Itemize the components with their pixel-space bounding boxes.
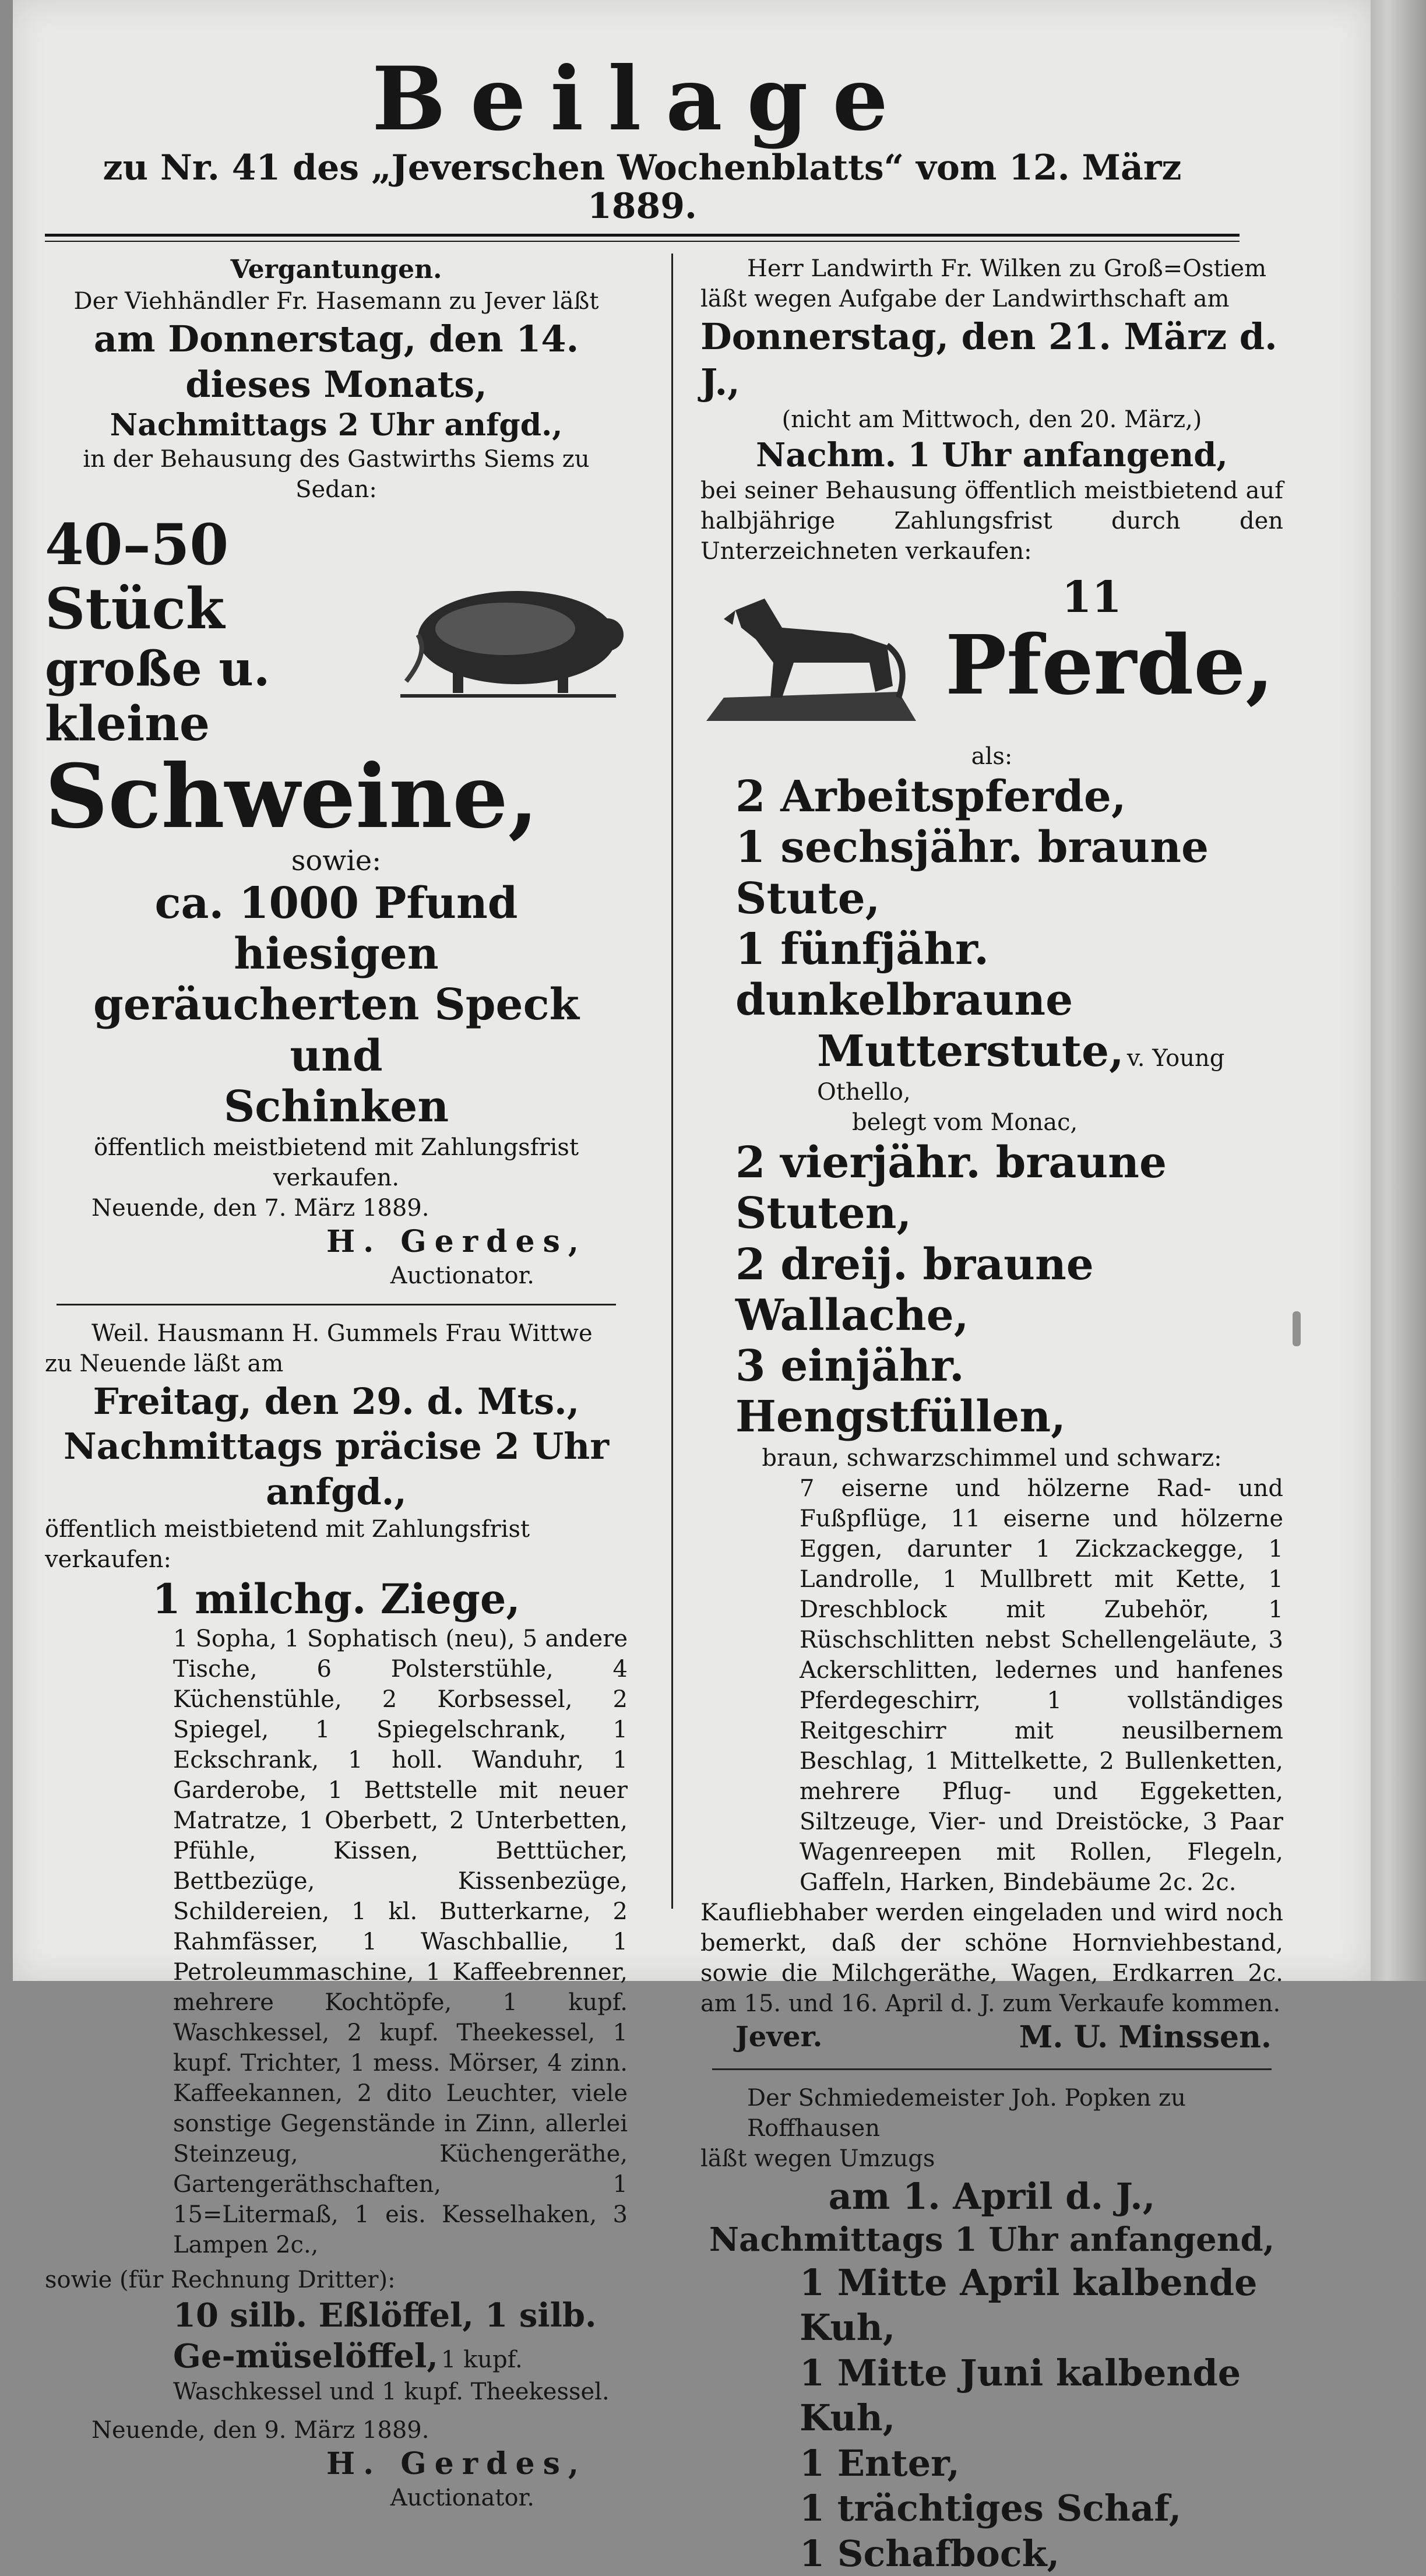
ad-intro-1: Weil. Hausmann H. Gummels Frau Wittwe: [91, 1319, 593, 1347]
pig-size: große u. kleine: [45, 641, 270, 752]
horse-item-7: 3 einjähr. Hengstfüllen,: [735, 1341, 1066, 1442]
signature: M. U. Minssen.: [1019, 2019, 1272, 2055]
horse-item-4-note-2: belegt vom Monac,: [852, 1108, 1078, 1136]
ad-date-note: (nicht am Mittwoch, den 20. März,): [781, 406, 1202, 433]
sale-terms: bei seiner Behausung öffentlich meistbietend auf halbjährige Zahlungsfrist durch den Unterzeichneten verkaufen:: [700, 477, 1283, 565]
speck-line2: geräucherten Speck und: [93, 980, 579, 1081]
third-party-label: sowie (für Rechnung Dritter):: [45, 2267, 396, 2294]
horse-row: [700, 566, 1283, 741]
dateline: Neuende, den 7. März 1889.: [91, 1195, 429, 1222]
page-edge: [1371, 0, 1426, 1981]
ad-intro-1: Herr Landwirth Fr. Wilken zu Groß=Ostiem: [747, 255, 1267, 282]
right-column: [700, 254, 1283, 2576]
closing-note: Kaufliebhaber werden eingeladen und wird noch bemerkt, daß der schöne Hornviehbestand, sowie die Milchgeräthe, Wagen, Erdkarren 2c. am 15. und 16. April d. J. zum Verkaufe kommen.: [700, 1899, 1283, 2017]
ad-gummels: [45, 1318, 628, 2513]
ad-popken: [700, 2083, 1283, 2576]
pig-row: [45, 513, 628, 751]
speck-line3: Schinken: [223, 1081, 449, 1132]
ink-mark: [1293, 1311, 1301, 1346]
horse-illustration-icon: [700, 575, 922, 733]
speck-line1: ca. 1000 Pfund hiesigen: [154, 878, 518, 979]
spoons-headline: 10 silb. Eßlöffel, 1 silb. Ge-müselöffel,: [173, 2296, 597, 2376]
horse-title: Pferde,: [945, 618, 1274, 713]
sale-terms: öffentlich meistbietend mit Zahlungsfrist verkaufen.: [93, 1134, 579, 1192]
ad-intro-2: zu Neuende läßt am: [45, 1350, 284, 1377]
ad-separator: [712, 2068, 1272, 2070]
header-rule: [45, 234, 1240, 242]
ad-time: Nachmittags 1 Uhr anfangend,: [709, 2220, 1275, 2259]
als-label: als:: [971, 743, 1013, 770]
place: Jever.: [735, 2021, 823, 2054]
household-list: 1 Sopha, 1 Sophatisch (neu), 5 andere Tische, 6 Polsterstühle, 4 Küchenstühle, 2 Korbsessel, 2 Spiegel, 1 Spiegelschrank, 1 Eckschrank, 1 holl. Wanduhr, 1 Garderobe, 1 Bettstelle mit neuer Matratze, 1 Oberbett, 2 Unterbetten, Pfühle, Kissen, Betttücher, Bettbezüge, Kissenbezüge, Schildereien, 1 kl. Butterkarne, 2 Rahmfässer, 1 Waschballie, 1 Petroleummaschine, 1 Kaffeebrenner, mehrere Kochtöpfe, 1 kupf. Waschkessel, 2 kupf. Theekessel, 1 kupf. Trichter, 1 mess. Mörser, 4 zinn. Kaffeekannen, 2 dito Leuchter, viele sonstige Gegenstände in Zinn, allerlei Steinzeug, Küchengeräthe, Gartengeräthschaften, 1 15=Litermaß, 1 eis. Kesselhaken, 3 Lampen 2c.,: [173, 1625, 628, 2259]
cattle-item-1: 1 Mitte April kalbende Kuh,: [800, 2261, 1258, 2349]
ad-date: Donnerstag, den 21. März d. J.,: [700, 315, 1277, 403]
ad-intro-2: läßt wegen Umzugs: [700, 2145, 935, 2173]
spoons-block: [45, 2295, 628, 2407]
horse-colors: braun, schwarzschimmel und schwarz:: [762, 1444, 1222, 1472]
signature: H. Gerdes,: [326, 2446, 587, 2482]
horse-count: 11: [1062, 572, 1122, 622]
ad-time: Nachmittags präcise 2 Uhr anfgd.,: [63, 1425, 610, 1513]
page-subtitle: zu Nr. 41 des „Jeverschen Wochenblatts“ vom 12. März 1889.: [103, 147, 1182, 227]
newspaper-page: [13, 0, 1371, 2575]
signature: H. Gerdes,: [326, 1224, 587, 1260]
cattle-item-3: 1 Enter,: [800, 2441, 960, 2484]
ad-time: Nachmittags 2 Uhr anfgd.,: [110, 407, 563, 444]
ad-heading: Vergantungen.: [230, 255, 442, 284]
page-title: Beilage: [372, 48, 913, 150]
ad-date: am 1. April d. J.,: [828, 2175, 1156, 2218]
ad-separator: [57, 1304, 616, 1305]
sale-terms: öffentlich meistbietend mit Zahlungsfrist verkaufen:: [45, 1516, 530, 1574]
horse-item-3: 1 fünfjähr. dunkelbraune: [735, 924, 1073, 1026]
signature-role: Auctionator.: [390, 1262, 534, 1289]
cattle-item-2: 1 Mitte Juni kalbende Kuh,: [800, 2351, 1241, 2440]
horse-item-4-note: v. Young Othello,: [817, 1044, 1225, 1106]
horse-item-6: 2 dreij. braune Wallache,: [735, 1239, 1094, 1340]
column-divider: [671, 254, 673, 1909]
page-content: [45, 48, 1283, 2575]
spoons-tail: 1 kupf. Waschkessel und 1 kupf. Theekessel.: [173, 2346, 610, 2406]
horse-item-2: 1 sechsjähr. braune Stute,: [735, 822, 1209, 924]
ad-date: am Donnerstag, den 14. dieses Monats,: [93, 318, 579, 406]
columns: [45, 254, 1283, 2575]
horse-item-1: 2 Arbeitspferde,: [735, 772, 1126, 822]
ad-date: Freitag, den 29. d. Mts.,: [93, 1380, 580, 1423]
equipment-list: 7 eiserne und hölzerne Rad- und Fußpflüge, 11 eiserne und hölzerne Eggen, darunter 1 Zickzackegge, 1 Landrolle, 1 Mullbrett mit Kette, 1 Dreschblock mit Zubehör, 1 Rüschschlitten nebst Schellengeläute, 3 Ackerschlitten, ledernes und hanfenes Pferdegeschirr, 1 vollständiges Reitgeschirr mit neusilbernem Beschlag, 1 Mittelkette, 2 Bullenketten, mehrere Pflug- und Eggeketten, Siltzeuge, Vier- und Dreistöcke, 3 Paar Wagenreepen mit Rollen, Flegeln, Gaffeln, Harken, Bindebäume 2c. 2c.: [800, 1474, 1283, 1896]
signature-role: Auctionator.: [390, 2484, 534, 2511]
pig-text: [45, 513, 383, 751]
ad-time: Nachm. 1 Uhr anfangend,: [756, 436, 1228, 474]
pig-count: 40–50 Stück: [45, 511, 229, 642]
ad-place: in der Behausung des Gastwirths Siems zu Sedan:: [83, 445, 590, 503]
dateline: Neuende, den 9. März 1889.: [91, 2417, 429, 2444]
ad-intro-1: Der Schmiedemeister Joh. Popken zu Roffhausen: [747, 2085, 1186, 2142]
ad-intro: Der Viehhändler Fr. Hasemann zu Jever läßt: [73, 288, 599, 315]
ad-hasemann: [45, 254, 628, 1291]
cattle-item-4: 1 trächtiges Schaf,: [800, 2487, 1182, 2530]
horse-item-4-block: [700, 1026, 1283, 1107]
pig-title: Schweine,: [45, 745, 538, 849]
pig-illustration-icon: [383, 565, 628, 699]
ad-intro-2: läßt wegen Aufgabe der Landwirthschaft am: [700, 286, 1230, 312]
cattle-item-5: 1 Schafbock,: [800, 2532, 1060, 2575]
signature-row: [700, 2019, 1283, 2056]
horse-item-4: Mutterstute,: [817, 1026, 1124, 1076]
ad-wilken: [700, 254, 1283, 2056]
horse-item-5: 2 vierjähr. braune Stuten,: [735, 1137, 1167, 1239]
goat-headline: 1 milchg. Ziege,: [152, 1575, 520, 1624]
left-column: [45, 254, 628, 2513]
sowie-label: sowie:: [291, 844, 382, 877]
